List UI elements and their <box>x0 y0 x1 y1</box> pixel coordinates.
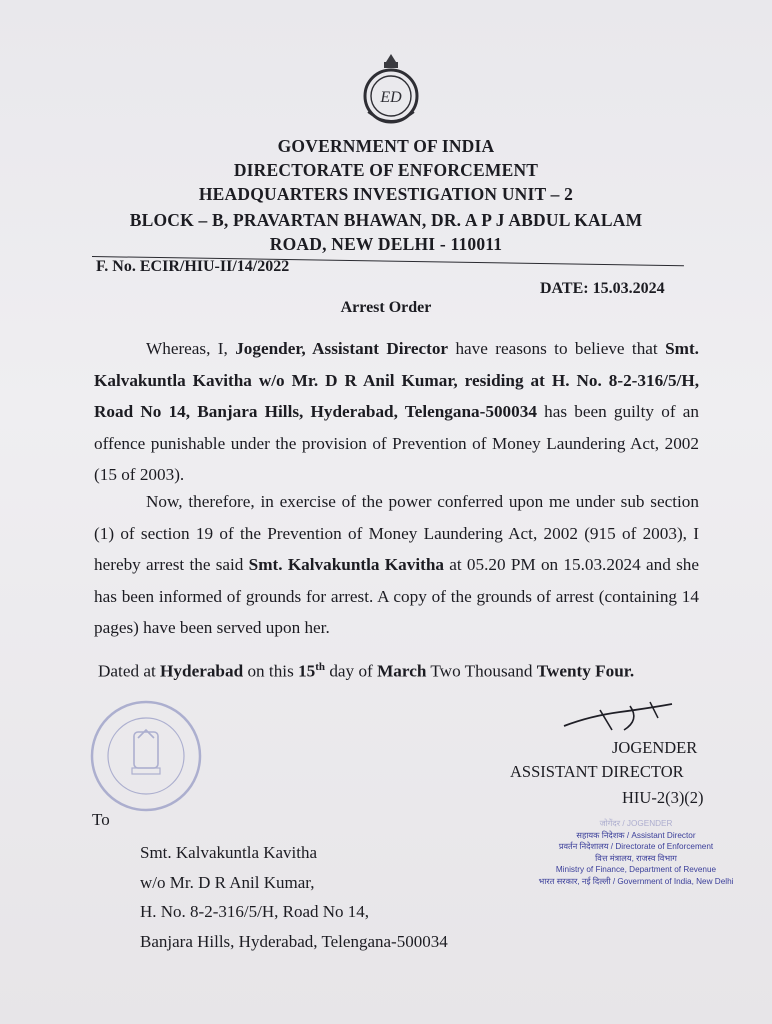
stamp-line-5: Ministry of Finance, Department of Revenue <box>555 865 717 875</box>
dated-line <box>98 652 718 687</box>
stamp-line-6: भारत सरकार, नई दिल्ली / Government of India, New Delhi <box>538 876 734 886</box>
document-title: Arrest Order <box>340 299 432 316</box>
dated-place: Hyderabad <box>160 661 244 681</box>
stamp-line-2: सहायक निदेशक / Assistant Director <box>576 830 696 840</box>
dated-text-4: Two Thousand <box>426 661 537 681</box>
handwritten-signature <box>560 696 680 736</box>
p1-text-3: has been guilty of an offence punishable under the provision of Prevention of Money Laundering Act, 2002 (15 of 2003). <box>94 402 699 484</box>
dated-day-suffix: th <box>315 661 326 673</box>
p2-text-1: Now, therefore, in exercise of the power conferred upon me under sub section (1) of section 19 of the Prevention of Money Laundering Act, 2002 (915 of 2003), I hereby arrest the said <box>94 492 699 574</box>
order-date: DATE: 15.03.2024 <box>540 280 665 297</box>
dated-text-2: on this <box>243 661 299 681</box>
signatory-designation: ASSISTANT DIRECTOR <box>510 762 684 781</box>
signatory-unit: HIU-2(3)(2) <box>622 788 704 807</box>
stamp-line-1: जोगेंदर / JOGENDER <box>599 819 673 828</box>
header-unit: HEADQUARTERS INVESTIGATION UNIT – 2 <box>198 184 574 204</box>
p1-text-2: have reasons to believe that <box>448 339 666 358</box>
file-number: F. No. ECIR/HIU-II/14/2022 <box>96 258 290 275</box>
stamp-line-4: वित्त मंत्रालय, राजस्व विभाग <box>595 853 677 863</box>
signatory-name: JOGENDER <box>612 738 698 757</box>
addressee-relation: w/o Mr. D R Anil Kumar, <box>140 872 315 892</box>
header-address-1: BLOCK – B, PRAVARTAN BHAWAN, DR. A P J ABDUL KALAM <box>129 210 643 230</box>
header-directorate: DIRECTORATE OF ENFORCEMENT <box>233 160 539 180</box>
addressee-block <box>140 838 448 956</box>
p2-accused: Smt. Kalvakuntla Kavitha <box>248 555 444 574</box>
paragraph-arrest <box>94 486 699 644</box>
header-address-2: ROAD, NEW DELHI - 110011 <box>269 234 503 254</box>
paragraph-whereas <box>94 333 699 491</box>
dated-text-1: Dated at <box>98 661 161 681</box>
dated-text-3: day of <box>325 661 378 681</box>
dated-day: 15 <box>298 661 316 681</box>
addressee-address-2: Banjara Hills, Hyderabad, Telengana-500034 <box>140 931 448 951</box>
p1-text-1: Whereas, I, <box>146 339 236 358</box>
header-government: GOVERNMENT OF INDIA <box>277 136 495 156</box>
enforcement-directorate-emblem-icon <box>360 52 422 126</box>
dated-year: Twenty Four. <box>536 661 635 681</box>
stamp-line-3: प्रवर्तन निदेशालय / Directorate of Enforcement <box>558 842 714 852</box>
addressee-name: Smt. Kalvakuntla Kavitha <box>140 843 318 862</box>
svg-text:ED: ED <box>380 89 402 106</box>
to-label: To <box>92 810 110 829</box>
official-seal-stamp <box>86 698 206 818</box>
p1-officer: Jogender, Assistant Director <box>235 339 449 358</box>
p1-accused: Smt. Kalvakuntla Kavitha w/o Mr. D R Anil Kumar, residing at H. No. 8-2-316/5/H, Road No 14, Banjara Hills, Hyderabad, Telengana-500034 <box>94 339 699 421</box>
dated-month: March <box>377 661 427 681</box>
officer-rubber-stamp <box>536 818 736 888</box>
p2-text-2: at 05.20 PM on 15.03.2024 and she has been informed of grounds for arrest. A copy of the grounds of arrest (containing 14 pages) have been served upon her. <box>94 555 699 637</box>
addressee-address-1: H. No. 8-2-316/5/H, Road No 14, <box>140 902 370 922</box>
